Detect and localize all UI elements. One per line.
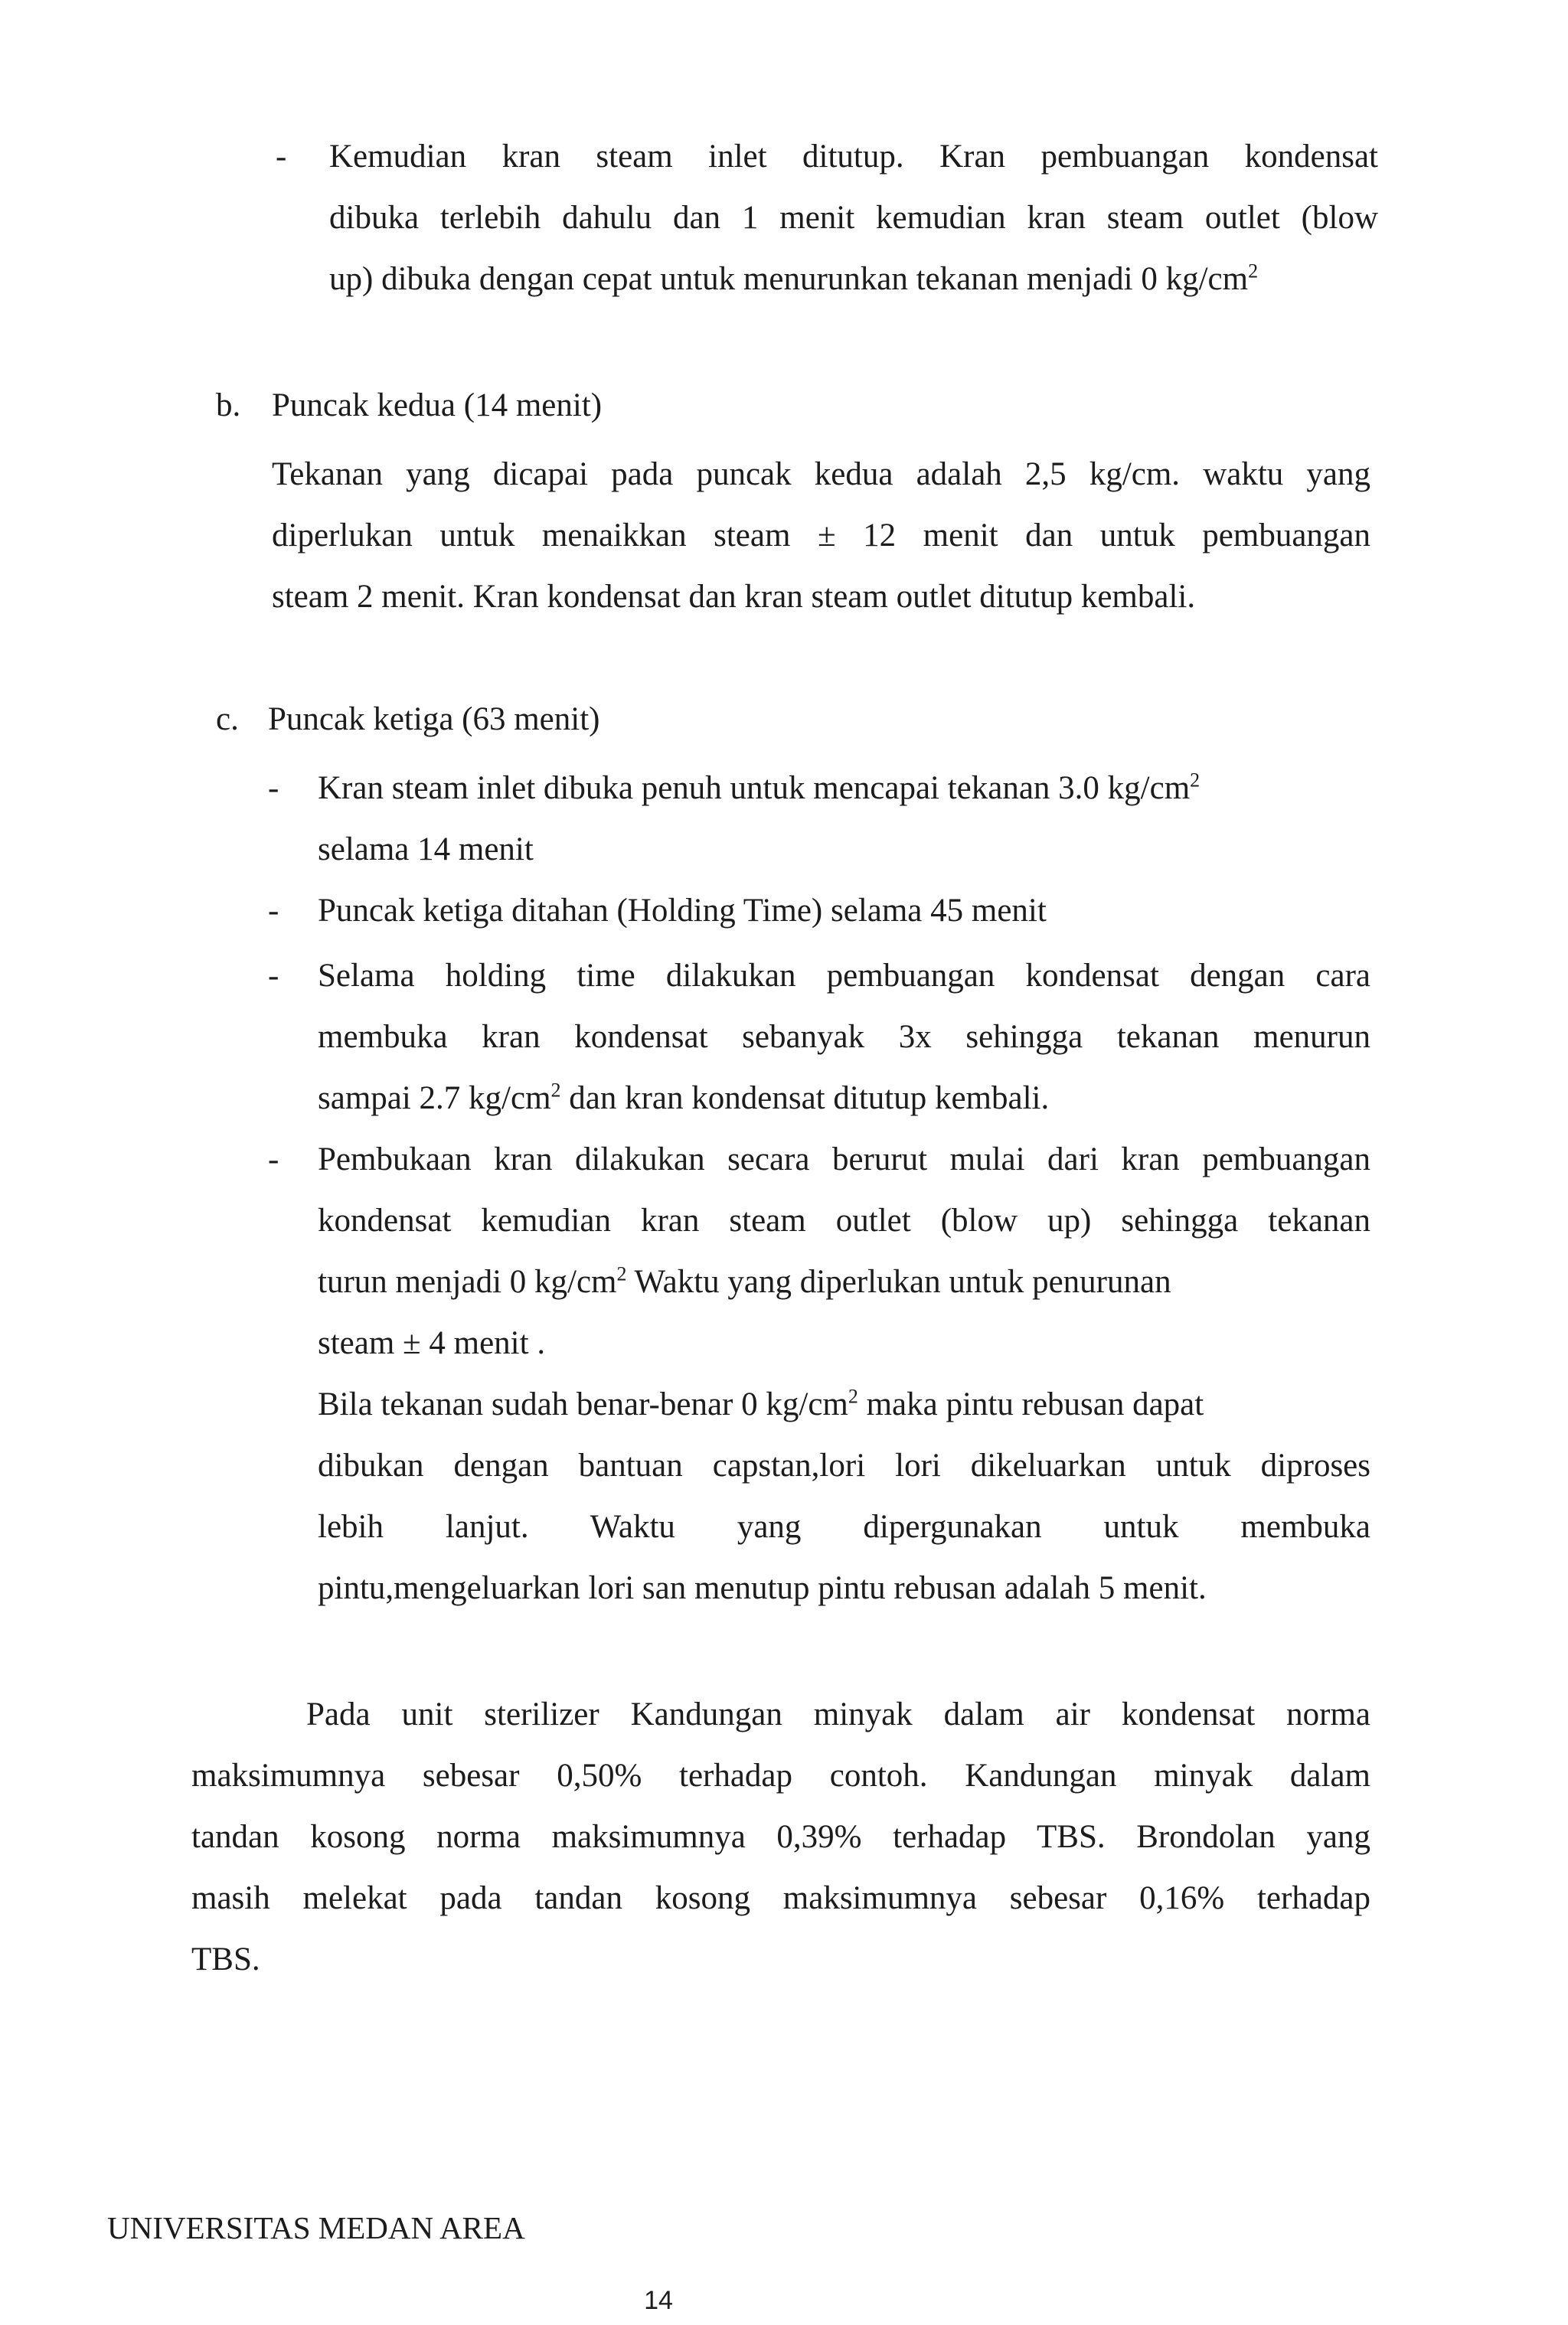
bullet-dash: - — [268, 770, 279, 806]
body-paragraph — [191, 1684, 1370, 1990]
bullet-dash: - — [268, 1141, 279, 1177]
superscript: 2 — [1190, 769, 1200, 792]
text-line: masih melekat pada tandan kosong maksimumnya sebesar 0,16% terhadap — [191, 1880, 1370, 1916]
text-line: Puncak ketiga ditahan (Holding Time) selama 45 menit — [318, 893, 1047, 929]
text-line: selama 14 menit — [318, 831, 534, 867]
list-item — [318, 945, 1370, 1129]
text-line: tandan kosong norma maksimumnya 0,39% terhadap TBS. Brondolan yang — [191, 1819, 1370, 1855]
list-item-continuation — [318, 1374, 1370, 1619]
page-number: 14 — [644, 2286, 673, 2315]
text-line — [318, 1252, 1370, 1313]
text-line: membuka kran kondensat sebanyak 3x sehingga tekanan menurun — [318, 1019, 1370, 1055]
text-line: kondensat kemudian kran steam outlet (blow up) sehingga tekanan — [318, 1203, 1370, 1239]
bullet-dash: - — [268, 958, 279, 994]
text-fragment: Bila tekanan sudah benar-benar 0 kg/cm — [318, 1386, 848, 1422]
text-fragment: sampai 2.7 kg/cm — [318, 1080, 551, 1116]
text-line: Pada unit sterilizer Kandungan minyak dalam air kondensat norma — [306, 1696, 1370, 1732]
text-line: diperlukan untuk menaikkan steam ± 12 menit dan untuk pembuangan — [272, 518, 1370, 553]
section-b-title: Puncak kedua (14 menit) — [272, 387, 603, 423]
text-line: dibukan dengan bantuan capstan,lori lori dikeluarkan untuk diproses — [318, 1448, 1370, 1484]
text-line — [329, 249, 1378, 310]
section-b-text — [272, 444, 1370, 628]
list-item — [318, 1129, 1370, 1374]
list-item — [318, 880, 1370, 942]
superscript: 2 — [1248, 260, 1259, 282]
section-b-label: b. — [216, 387, 241, 423]
text-line: steam 2 menit. Kran kondensat dan kran steam outlet ditutup kembali. — [272, 579, 1196, 615]
text-line — [318, 1374, 1370, 1435]
superscript: 2 — [848, 1385, 858, 1408]
text-fragment: maka pintu rebusan dapat — [858, 1386, 1204, 1422]
text-fragment: dan kran kondensat ditutup kembali. — [560, 1080, 1050, 1116]
text-line: steam ± 4 menit . — [318, 1325, 546, 1361]
text-fragment: up) dibuka dengan cepat untuk menurunkan tekanan menjadi 0 kg/cm — [329, 261, 1249, 297]
section-c-title: Puncak ketiga (63 menit) — [268, 701, 600, 737]
text-fragment: Waktu yang diperlukan untuk penurunan — [626, 1264, 1171, 1300]
bullet-dash: - — [268, 893, 279, 929]
section-c-label: c. — [216, 701, 239, 737]
text-line: lebih lanjut. Waktu yang dipergunakan untuk membuka — [318, 1509, 1370, 1545]
text-line: Selama holding time dilakukan pembuangan kondensat dengan cara — [318, 958, 1370, 994]
bullet-dash: - — [276, 139, 287, 175]
superscript: 2 — [550, 1079, 561, 1102]
text-line: Kemudian kran steam inlet ditutup. Kran pembuangan kondensat — [329, 139, 1378, 175]
text-line: Pembukaan kran dilakukan secara berurut mulai dari kran pembuangan — [318, 1141, 1370, 1177]
text-line: dibuka terlebih dahulu dan 1 menit kemudian kran steam outlet (blow — [329, 200, 1378, 236]
text-fragment: Kran steam inlet dibuka penuh untuk mencapai tekanan 3.0 kg/cm — [318, 770, 1191, 806]
text-fragment: turun menjadi 0 kg/cm — [318, 1264, 617, 1300]
superscript: 2 — [616, 1262, 627, 1285]
text-line: pintu,mengeluarkan lori san menutup pintu rebusan adalah 5 menit. — [318, 1570, 1207, 1606]
section-a-text — [329, 126, 1378, 310]
footer-institution: UNIVERSITAS MEDAN AREA — [107, 2210, 525, 2245]
text-line: Tekanan yang dicapai pada puncak kedua adalah 2,5 kg/cm. waktu yang — [272, 456, 1370, 492]
text-line — [318, 758, 1370, 819]
text-line: TBS. — [191, 1941, 260, 1977]
text-line — [318, 1068, 1370, 1129]
text-line: maksimumnya sebesar 0,50% terhadap contoh. Kandungan minyak dalam — [191, 1758, 1370, 1794]
list-item — [318, 758, 1370, 880]
